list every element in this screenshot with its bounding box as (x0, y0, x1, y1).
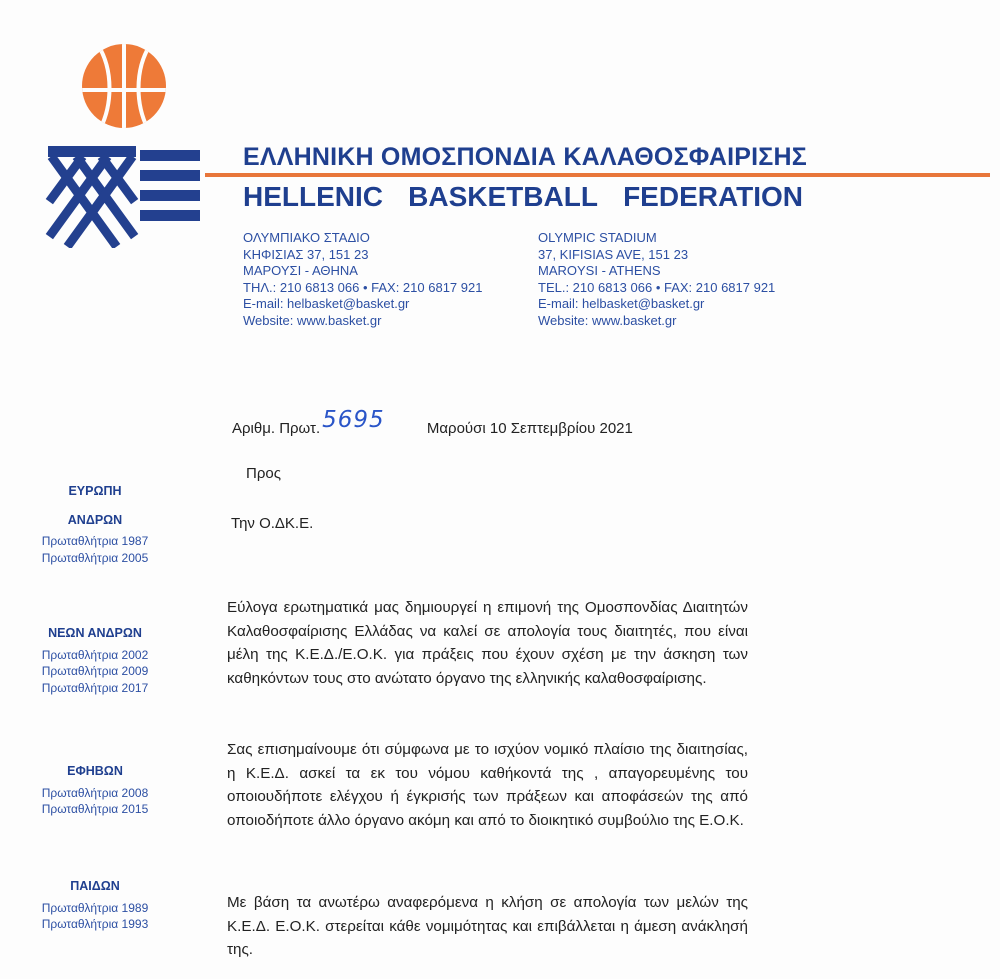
letter-date: Μαρούσι 10 Σεπτεμβρίου 2021 (426, 420, 633, 437)
body-paragraph: Με βάση τα ανωτέρω αναφερόμενα η κλήση σε απολογία των μελών της Κ.Ε.Δ. Ε.Ο.Κ. στερείται κάθε νομιμότητας και επιβάλλεται η άμεση ανάκλησή της. (227, 894, 748, 959)
achievement-item: Πρωταθλήτρια 2017 (41, 680, 149, 695)
address-english (538, 230, 775, 330)
body-paragraph: Σας επισημαίνουμε ότι σύμφωνα με το ισχύον νομικό πλαίσιο της διαιτησίας, η Κ.Ε.Δ. ασκεί τα εκ του νόμου καθήκοντά της , απαγορευμένης του οποιουδήποτε ελέγχου ή έγκρισής των πράξεων και αποφάσεών της από οποιοδήποτε άλλο όργανο ακόμη και από το διοικητικό συμβούλιο της Ε.Ο.Κ. (227, 741, 748, 829)
organization-name-english (243, 181, 803, 213)
website-line: Website: www.basket.gr (538, 312, 677, 328)
achievements-group-title: ΠΑΙΔΩΝ (70, 879, 120, 893)
phone-fax-line: TEL.: 210 6813 066 • FAX: 210 6817 921 (538, 279, 776, 295)
reference-label: Αριθμ. Πρωτ. (232, 420, 321, 437)
address-line: ΟΛΥΜΠΙΑΚΟ ΣΤΑΔΙΟ (243, 230, 370, 245)
org-name-word: BASKETBALL (408, 181, 598, 212)
email-line: E-mail: helbasket@basket.gr (243, 296, 410, 312)
basketball-logo-icon (44, 38, 204, 248)
email-line: E-mail: helbasket@basket.gr (538, 296, 705, 312)
achievement-item: Πρωταθλήτρια 2008 (41, 785, 149, 800)
org-name-word: FEDERATION (623, 181, 803, 212)
reference-number: 5695 (322, 407, 385, 433)
achievement-item: Πρωταθλήτρια 1987 (41, 534, 149, 548)
achievement-item: Πρωταθλήτρια 1989 (41, 900, 149, 915)
address-line: ΜΑΡΟΥΣΙ - ΑΘΗΝΑ (243, 263, 358, 279)
achievement-item: Πρωταθλήτρια 1993 (41, 917, 149, 931)
website-line: Website: www.basket.gr (243, 312, 382, 328)
address-line: ΚΗΦΙΣΙΑΣ 37, 151 23 (243, 246, 369, 262)
address-line: OLYMPIC STADIUM (538, 230, 657, 245)
achievement-item: Πρωταθλήτρια 2015 (41, 802, 149, 816)
achievements-group-title: ΕΦΗΒΩΝ (67, 764, 123, 778)
reference-line (232, 407, 633, 439)
achievement-item: Πρωταθλήτρια 2009 (41, 664, 149, 678)
recipient: Την Ο.ΔΚ.Ε. (231, 515, 314, 532)
phone-fax-line: ΤΗΛ.: 210 6813 066 • FAX: 210 6817 921 (243, 279, 483, 295)
header-divider (205, 173, 990, 177)
org-name-word: HELLENIC (243, 181, 383, 212)
achievements-group-juniors (20, 763, 170, 818)
achievements-group-cadets (20, 878, 170, 933)
achievements-group-title: ΝΕΩΝ ΑΝΔΡΩΝ (48, 626, 142, 640)
federation-logo (44, 38, 204, 248)
achievement-item: Πρωταθλήτρια 2005 (41, 550, 149, 565)
address-greek (243, 230, 482, 330)
organization-name-greek: ΕΛΛΗΝΙΚΗ ΟΜΟΣΠΟΝΔΙΑ ΚΑΛΑΘΟΣΦΑΙΡΙΣΗΣ (243, 143, 807, 171)
address-line: 37, KIFISIAS AVE, 151 23 (538, 246, 689, 262)
achievements-group-title: ΑΝΔΡΩΝ (67, 512, 123, 527)
achievements-region: ΕΥΡΩΠΗ (68, 484, 122, 498)
body-paragraph: Εύλογα ερωτηματικά μας δημιουργεί η επιμονή της Ομοσπονδίας Διαιτητών Καλαθοσφαίρισης Ελλάδας να καλεί σε απολογία τους διαιτητές, που είναι μέλη της Κ.Ε.Δ./Ε.Ο.Κ. για πράξεις που έχουν σχέση με την άσκηση των καθηκόντων τους στο ανώτατο όργανο της ελληνικής καλαθοσφαίρισης. (227, 599, 748, 687)
to-label: Προς (246, 465, 281, 482)
achievement-item: Πρωταθλήτρια 2002 (41, 647, 149, 662)
address-line: MAROYSI - ATHENS (538, 263, 661, 279)
achievements-group-men (20, 483, 170, 566)
achievements-group-young-men (20, 625, 170, 696)
